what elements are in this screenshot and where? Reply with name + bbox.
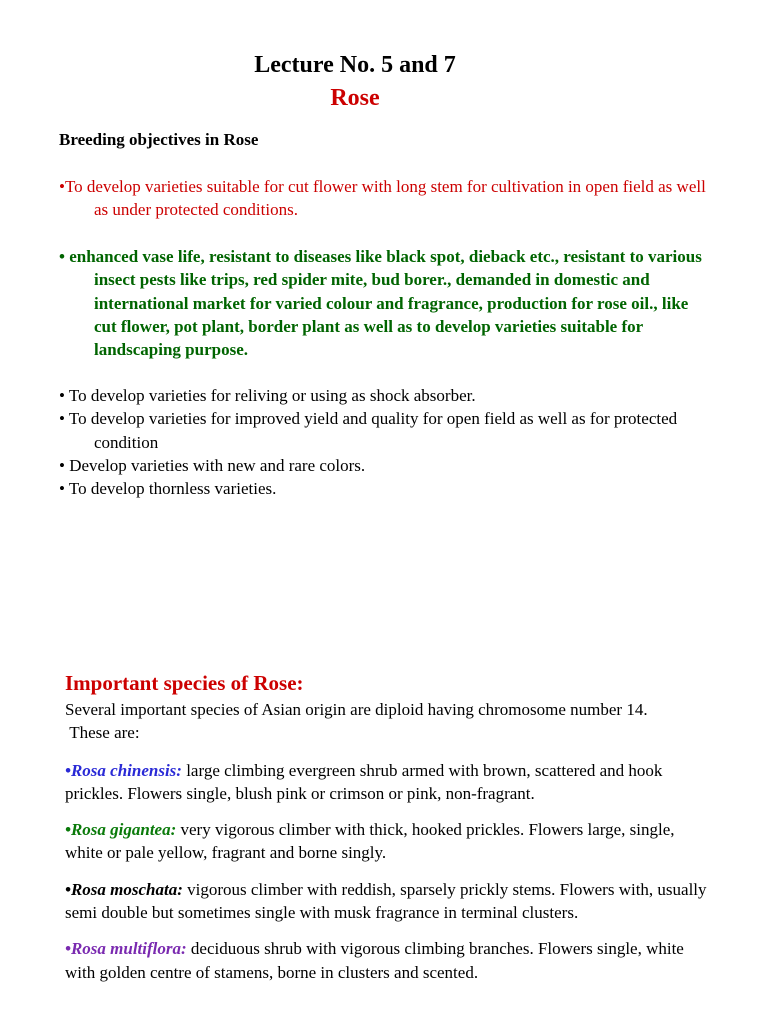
- species-item-rosa-gigantea: [65, 818, 715, 865]
- species-item-rosa-chinensis: [65, 759, 715, 806]
- species-description: vigorous climber with reddish, sparsely prickly stems. Flowers with, usually semi double but sometimes single with musk fragrance in terminal clusters.: [65, 879, 707, 923]
- species-name: •Rosa gigantea:: [65, 820, 177, 840]
- species-description: very vigorous climber with thick, hooked prickles. Flowers large, single, white or pale yellow, fragrant and borne singly.: [65, 820, 675, 863]
- page-title: Lecture No. 5 and 7: [254, 52, 456, 78]
- species-item-rosa-multiflora: [65, 937, 715, 984]
- list-item: • To develop varieties for reliving or using as shock absorber.: [59, 386, 476, 405]
- objective-bullet-list: [59, 384, 709, 500]
- species-description: deciduous shrub with vigorous climbing branches. Flowers single, white with golden centre of stamens, borne in clusters and scented.: [65, 939, 684, 982]
- objective-traits: • enhanced vase life, resistant to diseases like black spot, dieback etc., resistant to various insect pests like trips, red spider mite, bud borer., demanded in domestic and international market for varied colour and fragrance, production for rose oil., like cut flower, pot plant, border plant as well as to develop varieties suitable for landscaping purpose.: [59, 247, 702, 360]
- species-item-rosa-moschata: [65, 878, 715, 925]
- objectives-heading: Breeding objectives in Rose: [59, 130, 259, 149]
- species-these-are: These are:: [69, 723, 140, 743]
- species-description: large climbing evergreen shrub armed with brown, scattered and hook prickles. Flowers single, blush pink or crimson or pink, non-fragrant.: [65, 760, 663, 803]
- list-item: • Develop varieties with new and rare colors.: [59, 455, 366, 475]
- species-name: •Rosa chinensis:: [65, 760, 182, 780]
- species-heading: Important species of Rose:: [65, 671, 304, 695]
- list-item: • To develop varieties for improved yield and quality for open field as well as for protected condition: [59, 409, 678, 452]
- objective-cut-flower: •To develop varieties suitable for cut flower with long stem for cultivation in open field as well as under protected conditions.: [59, 177, 706, 220]
- species-intro: Several important species of Asian origin are diploid having chromosome number 14.: [65, 700, 648, 719]
- species-name: •Rosa multiflora:: [65, 939, 187, 959]
- species-section: [65, 670, 715, 997]
- page-subtitle: Rose: [330, 85, 380, 111]
- species-name: •Rosa moschata:: [65, 879, 183, 899]
- list-item: • To develop thornless varieties.: [59, 479, 277, 499]
